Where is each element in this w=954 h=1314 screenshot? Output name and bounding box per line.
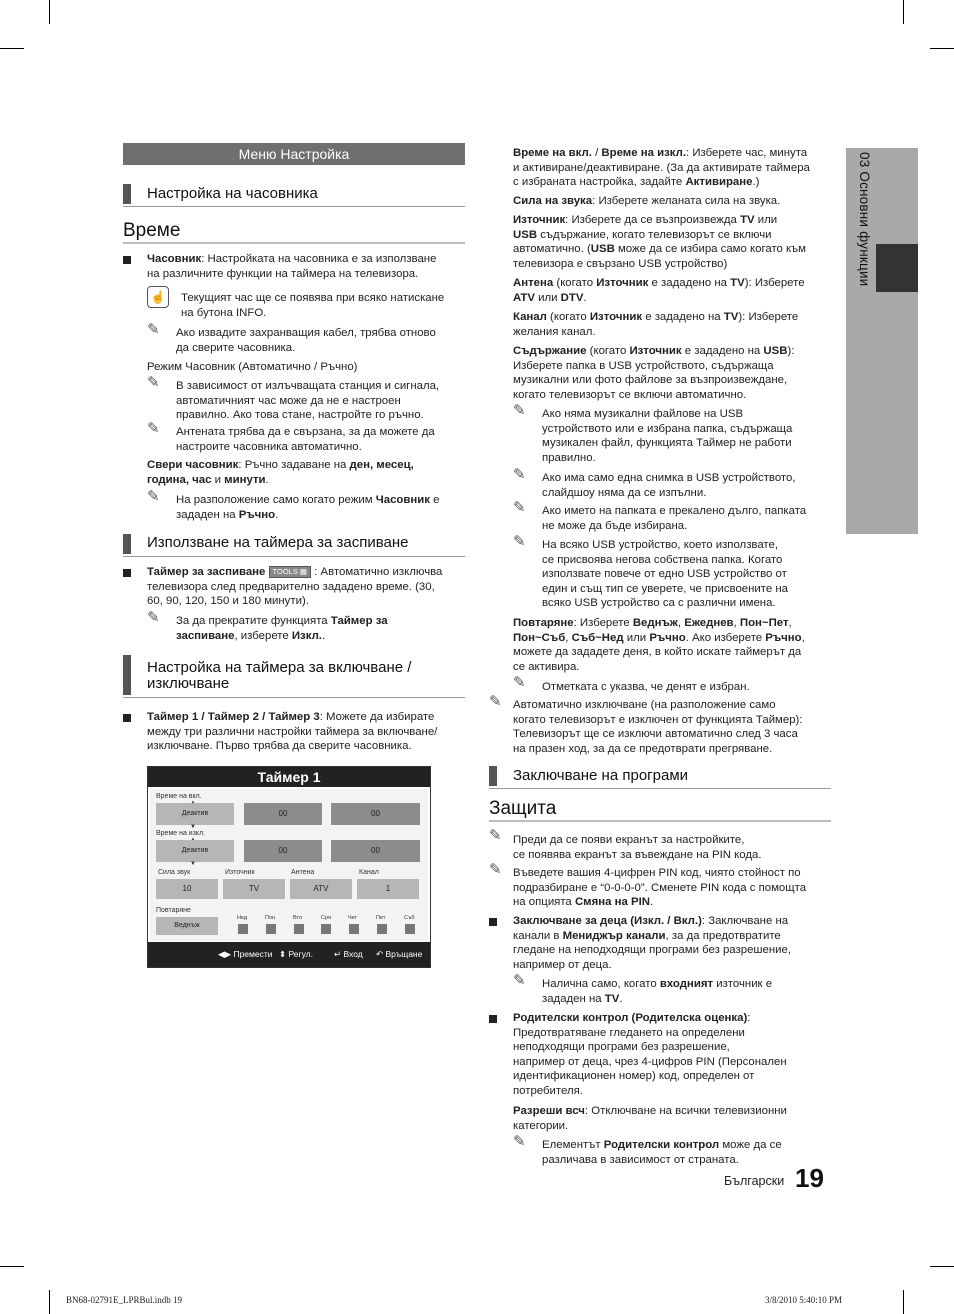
heading-protection: Защита <box>489 798 557 819</box>
repeat-paragraph: Повтаряне: Изберете Веднъж, Ежеднев, Пон~Пет, Пон~Съб, Съб~Нед или Ръчно. Ако изберете Ръчно, можете да зададете деня, в който искате таймерът да се активира. <box>513 617 805 673</box>
day-checkbox[interactable] <box>349 924 359 934</box>
day-checkbox[interactable] <box>405 924 415 934</box>
day-label: Чет <box>348 915 358 921</box>
allow-all-paragraph: Разреши всч: Отключване на всички телевизионни категории. <box>513 1105 787 1132</box>
chapter-marker <box>876 244 918 292</box>
note-pencil-icon: ✎ <box>513 1133 526 1150</box>
crop-mark <box>0 48 24 49</box>
parental-control-paragraph: Родителски контрол (Родителска оценка): Предотвратяване гледането на определени неподходящи програми без разрешение, например от деца, чрез 4-цифров PIN (Персонален идентификационен номер) код, определен от потребителя. <box>513 1012 787 1097</box>
day-label: Пон <box>265 915 276 921</box>
note-pencil-icon: ✎ <box>147 321 160 338</box>
source-field[interactable]: TV <box>223 879 285 899</box>
crop-mark <box>49 1290 50 1314</box>
bullet <box>123 569 131 577</box>
on-hour[interactable]: 00 <box>244 803 322 825</box>
return-icon: ↶ <box>376 949 384 959</box>
note-pencil-icon: ✎ <box>147 420 160 437</box>
bullet <box>489 1015 497 1023</box>
heading-rule <box>489 820 831 822</box>
note-pencil-icon: ✎ <box>489 861 502 878</box>
note-pencil-icon: ✎ <box>513 466 526 483</box>
on-off-time-paragraph: Време на вкл. / Време на изкл.: Изберете час, минута и активиране/деактивиране. (За да активирате таймера с избраната настройка, задайте Активиране.) <box>513 147 810 189</box>
note-auto-off: Автоматично изключване (на разположение само когато телевизорът е изключен от функцията Таймер): Телевизорът ще се изключи автоматично след 3 часа на празен ход, за да се предотврати прегряване. <box>513 699 803 755</box>
note-antenna: Антената трябва да е свързана, за да можете да настроите часовника автоматично. <box>176 426 435 453</box>
source-label: Източник <box>225 869 255 876</box>
antenna-label: Антена <box>291 869 315 876</box>
on-minute[interactable]: 00 <box>331 803 420 825</box>
crop-mark <box>49 0 50 24</box>
note-input-tv: Налична само, когато входният източник е зададен на TV. <box>542 978 773 1005</box>
note-usb-folder: На всяко USB устройство, което използвате, се присвоява негова собствена папка. Когато използвате повече от едно USB устройство от един и същ тип се уверете, че присвоените на всяко USB устройство са с различни имена. <box>542 539 788 610</box>
note-parental-country: Елементът Родителски контрол може да се различава в зависимост от страната. <box>542 1139 782 1166</box>
crop-mark <box>930 1266 954 1267</box>
chapter-side-tab <box>846 148 918 534</box>
channel-paragraph: Канал (когато Източник е зададено на TV): Изберете желания канал. <box>513 311 799 338</box>
off-hour[interactable]: 00 <box>244 840 322 862</box>
note-station: В зависимост от излъчващата станция и сигнала, автоматичният час може да не е настроен правилно. Ако това стане, настройте го ръчно. <box>176 380 440 422</box>
clock-mode-label: Режим Часовник (Автоматично / Ръчно) <box>147 361 358 373</box>
note-pencil-icon: ✎ <box>513 499 526 516</box>
info-button-icon: ☝ <box>147 286 169 308</box>
section-title: Настройка на таймера за включване / изключване <box>147 659 412 692</box>
arrow-down-icon[interactable]: ▼ <box>190 861 196 867</box>
day-checkbox[interactable] <box>238 924 248 934</box>
note-pencil-icon: ✎ <box>147 374 160 391</box>
note-pencil-icon: ✎ <box>513 533 526 550</box>
tools-badge: TOOLS ▦ <box>269 566 311 578</box>
channel-label: Канал <box>359 869 379 876</box>
arrow-down-icon[interactable]: ▼ <box>190 824 196 830</box>
timer-paragraph: Таймер 1 / Таймер 2 / Таймер 3: Можете да избирате между три различни настройки таймера за включване/ изключване. Първо трябва да сверите часовника. <box>147 711 438 753</box>
day-checkbox[interactable] <box>294 924 304 934</box>
return-hint: ↶ Връщане <box>376 949 423 959</box>
day-label: Вто <box>293 915 303 921</box>
day-checkbox[interactable] <box>321 924 331 934</box>
page-number: 19 <box>795 1163 824 1193</box>
content-paragraph: Съдържание (когато Източник е зададено на USB): Изберете папка в USB устройството, съдържаща музикални или фото файлове за възпроизвеждане, когато телевизорът се включи автоматично. <box>513 345 795 401</box>
note-pencil-icon: ✎ <box>489 827 502 844</box>
day-checkbox[interactable] <box>266 924 276 934</box>
day-checkbox[interactable] <box>377 924 387 934</box>
volume-paragraph: Сила на звука: Изберете желаната сила на звука. <box>513 195 781 207</box>
off-time-activate[interactable]: Деактив <box>156 840 234 862</box>
day-label: Нед <box>237 915 248 921</box>
on-time-activate[interactable]: Деактив <box>156 803 234 825</box>
crop-mark <box>930 48 954 49</box>
print-date: 3/8/2010 5:40:10 PM <box>765 1295 843 1305</box>
note-no-music: Ако няма музикални файлове на USB устройството или е избрана папка, съдържаща музикален файл, функцията Таймер не работи правилно. <box>542 408 793 464</box>
note-single-photo: Ако има само една снимка в USB устройството, слайдшоу няма да се изпълни. <box>542 472 796 499</box>
day-label: Сря <box>321 915 331 921</box>
repeat-label: Повтаряне <box>156 907 191 914</box>
note-checkmark: Отметката с указва, че денят е избран. <box>542 681 750 693</box>
section-sleep <box>123 534 465 557</box>
note-pencil-icon: ✎ <box>513 402 526 419</box>
up-down-arrow-icon: ⬍ <box>279 949 287 959</box>
sleep-paragraph: Таймер за заспиване TOOLS ▦ : Автоматично изключва телевизора след предварително зададено време. (30, 60, 90, 120, 150 и 180 минути). <box>147 566 443 608</box>
crop-mark <box>903 1290 904 1314</box>
enter-icon: ↵ <box>334 949 342 959</box>
note-pencil-icon: ✎ <box>489 693 502 710</box>
left-right-arrow-icon: ◀▶ <box>218 949 232 959</box>
antenna-field[interactable]: ATV <box>290 879 352 899</box>
off-minute[interactable]: 00 <box>331 840 420 862</box>
bullet <box>123 714 131 722</box>
note-pencil-icon: ✎ <box>147 488 160 505</box>
info-note: Текущият час ще се появява при всяко натискане на бутона INFO. <box>181 292 445 319</box>
section-program-lock <box>489 766 831 789</box>
clock-paragraph: Часовник: Настройката на часовника е за използване на различните функции на таймера на телевизора. <box>147 253 437 280</box>
note-sleep: За да прекратите функцията Таймер за заспиване, изберете Изкл.. <box>176 615 388 642</box>
heading-rule <box>123 242 465 244</box>
note-pin-code: Въведете вашия 4-цифрен PIN код, чиято стойност по подразбиране е “0-0-0-0”. Сменете PIN кода с помощта на опцията Смяна на PIN. <box>513 867 807 909</box>
day-label: Съб <box>404 915 415 921</box>
source-paragraph: Източник: Изберете да се възпроизвежда TV или USB съдържание, когато телевизорът се включи автоматично. (USB може да се избира само когато към телевизора е свързано USB устройство) <box>513 214 806 270</box>
enter-hint: ↵ Вход <box>334 949 363 959</box>
note-pin-screen: Преди да се появи екранът за настройките, се появява екранът за въвеждане на PIN кода. <box>513 834 762 861</box>
section-on-off-timer <box>123 655 465 698</box>
note-manual: На разположение само когато режим Часовник е зададен на Ръчно. <box>176 494 440 521</box>
set-clock-paragraph: Свери часовник: Ръчно задаване на ден, месец, година, час и минути. <box>147 459 414 486</box>
child-lock-paragraph: Заключване за деца (Изкл. / Вкл.): Заключване на канали в Мениджър канали, за да предотвратите гледане на неподходящи програми без разрешение, например от деца. <box>513 915 792 971</box>
volume-label: Сила звук <box>158 869 191 876</box>
menu-banner: Меню Настройка <box>123 143 465 165</box>
chapter-side-label: 03 Основни функции <box>857 152 872 287</box>
section-title: Заключване на програми <box>513 767 689 784</box>
screen-title: Таймер 1 <box>148 767 430 787</box>
note-pencil-icon: ✎ <box>147 609 160 626</box>
move-hint: ◀▶ Премести <box>218 949 273 959</box>
bullet <box>489 918 497 926</box>
screen-body <box>150 789 428 941</box>
timer-screen <box>147 766 431 968</box>
heading-time: Време <box>123 220 181 241</box>
repeat-field[interactable]: Веднъж <box>156 917 218 935</box>
crop-mark <box>0 1266 24 1267</box>
off-time-label: Време на изкл. <box>156 830 206 837</box>
file-info: BN68-02791E_LPRBul.indb 19 <box>66 1295 183 1305</box>
section-title: Настройка на часовника <box>147 185 318 202</box>
note-pencil-icon: ✎ <box>513 674 526 691</box>
screen-footer <box>148 942 430 967</box>
note-pencil-icon: ✎ <box>513 972 526 989</box>
volume-field[interactable]: 10 <box>156 879 218 899</box>
note-long-folder: Ако името на папката е прекалено дълго, папката не може да бъде избирана. <box>542 505 807 532</box>
channel-field[interactable]: 1 <box>357 879 419 899</box>
antenna-paragraph: Антена (когато Източник е зададено на TV): Изберете ATV или DTV. <box>513 277 805 304</box>
adjust-hint: ⬍ Регул. <box>279 949 314 959</box>
bullet <box>123 256 131 264</box>
day-label: Пет <box>376 915 386 921</box>
section-title: Използване на таймера за заспиване <box>147 534 409 551</box>
language-label: Български <box>724 1174 785 1188</box>
section-clock <box>123 184 465 207</box>
note-power: Ако извадите захранващия кабел, трябва отново да сверите часовника. <box>176 327 436 354</box>
crop-mark <box>903 0 904 24</box>
on-time-label: Време на вкл. <box>156 793 202 800</box>
